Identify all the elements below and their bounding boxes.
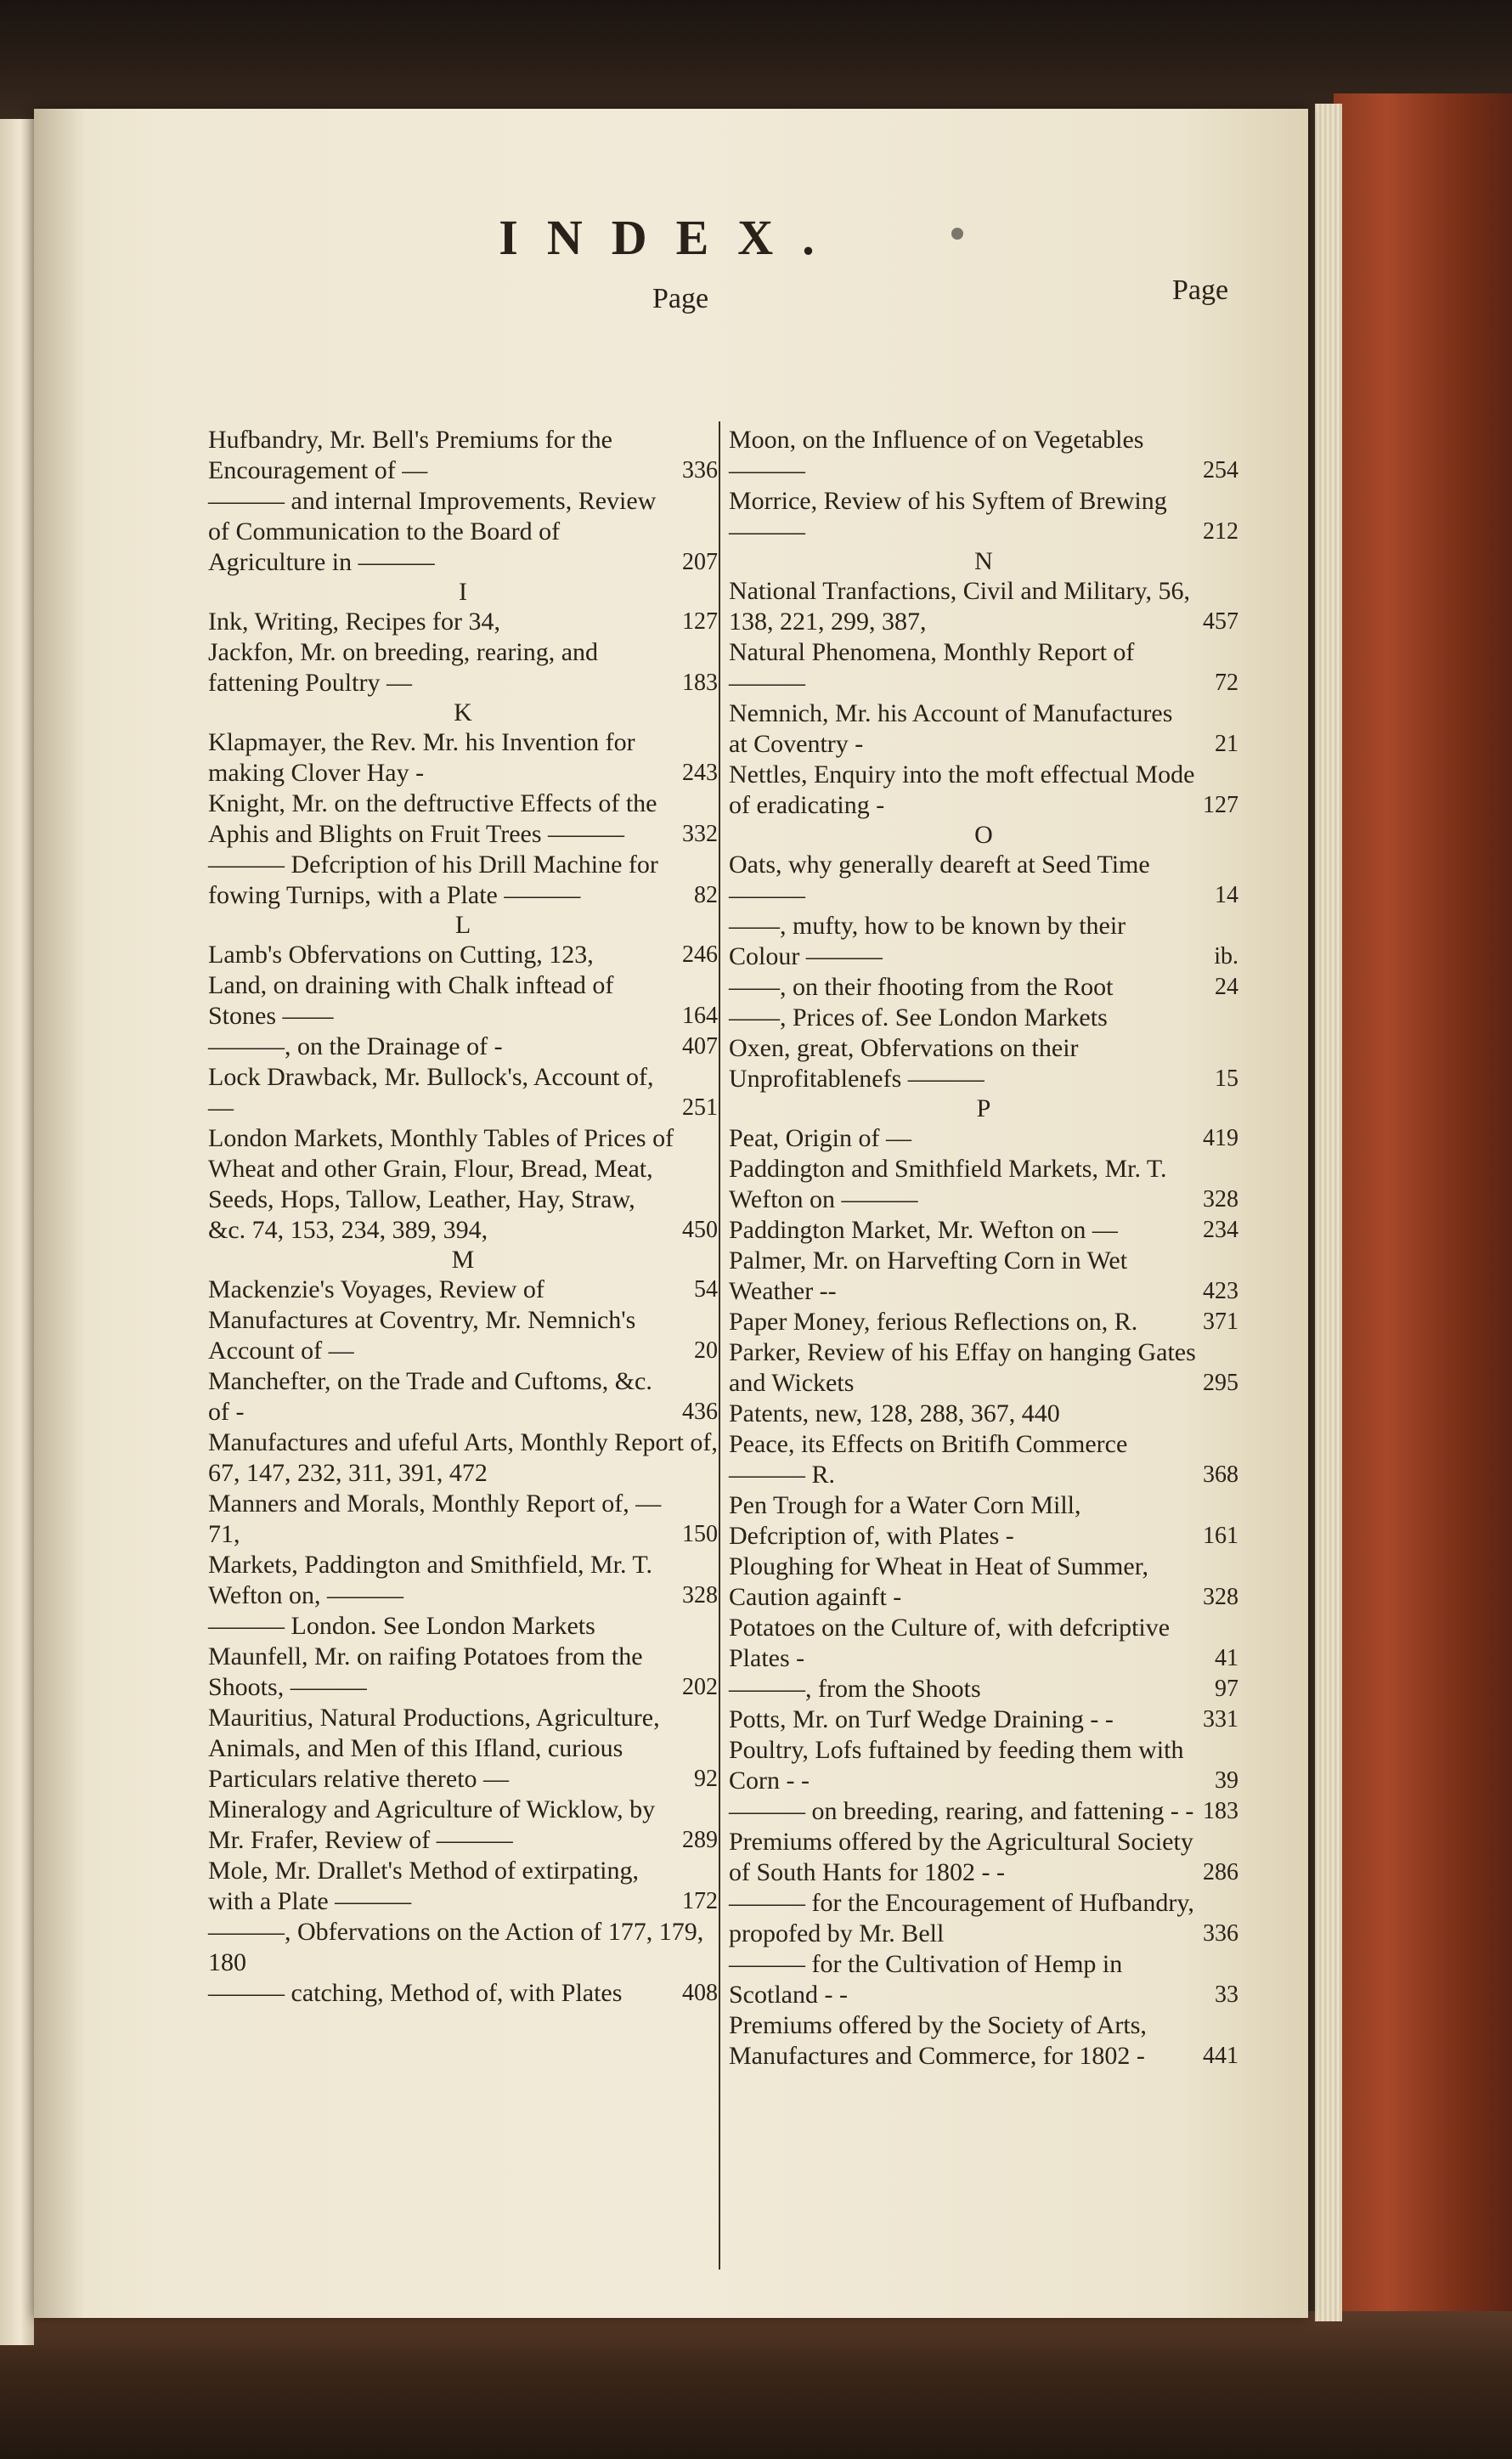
- index-entry: [729, 1215, 1238, 1246]
- page-gutter-shadow: [34, 109, 85, 2318]
- index-entry-text: Markets, Paddington and Smithfield, Mr. T. Wefton on, ———: [208, 1551, 653, 1609]
- index-entry-text: ——— for the Cultivation of Hemp in Scotland - -: [729, 1950, 1123, 2009]
- index-entry-text: Potts, Mr. on Turf Wedge Draining - -: [729, 1705, 1114, 1733]
- index-entry: [729, 1552, 1238, 1613]
- index-entry: [729, 1674, 1238, 1704]
- book-cover-right: [1334, 93, 1512, 2354]
- index-column-left: [208, 425, 718, 2009]
- section-letter: N: [974, 547, 993, 575]
- index-entry-text: Mole, Mr. Drallet's Method of extirpating, with a Plate ———: [208, 1857, 639, 1915]
- index-entry: [729, 637, 1238, 698]
- index-entry-page: 407: [682, 1033, 718, 1060]
- index-entry-text: ———, Obfervations on the Action of 177, 179, 180: [208, 1918, 704, 1976]
- index-entry: [208, 1703, 718, 1795]
- index-entry-page: 164: [682, 1003, 718, 1029]
- index-entry: [729, 911, 1238, 972]
- index-entry-text: ——— on breeding, rearing, and fattening - -: [729, 1797, 1194, 1825]
- index-entry-text: Premiums offered by the Society of Arts, Manufactures and Commerce, for 1802 -: [729, 2011, 1147, 2070]
- index-entry-text: Poultry, Lofs fuftained by feeding them with Corn - -: [729, 1736, 1184, 1795]
- index-entry: [729, 698, 1238, 760]
- index-entry-page: 295: [1203, 1370, 1238, 1396]
- index-entry-text: Ink, Writing, Recipes for 34,: [208, 608, 501, 636]
- index-entry-page: 24: [1215, 974, 1238, 1000]
- index-entry: [729, 1399, 1238, 1429]
- index-entry: [208, 1917, 718, 1978]
- index-entry-text: ——, Prices of. See London Markets: [729, 1003, 1108, 1032]
- index-entry-page: 441: [1203, 2043, 1238, 2069]
- index-entry-text: Knight, Mr. on the deftructive Effects of the Aphis and Blights on Fruit Trees ———: [208, 789, 657, 848]
- index-entry-page: 21: [1215, 731, 1238, 757]
- index-entry-page: 92: [694, 1766, 718, 1792]
- index-entry: [729, 1949, 1238, 2010]
- index-entry: [729, 1490, 1238, 1552]
- index-entry-text: Natural Phenomena, Monthly Report of ———: [729, 638, 1135, 697]
- index-entry-text: Manufactures and ufeful Arts, Monthly Report of, 67, 147, 232, 311, 391, 472: [208, 1428, 718, 1487]
- index-entry: [208, 1366, 718, 1427]
- index-entry: [208, 1642, 718, 1703]
- ink-spot: [951, 228, 963, 240]
- index-entry-page: 202: [682, 1674, 718, 1700]
- index-entry-page: 15: [1215, 1066, 1238, 1092]
- index-entry: [729, 576, 1238, 637]
- index-entry: [208, 1123, 718, 1246]
- section-letter: L: [454, 911, 471, 939]
- index-entry-text: ———, from the Shoots: [729, 1675, 981, 1703]
- index-entry-page: 246: [682, 941, 718, 968]
- index-entry-page: 161: [1203, 1523, 1238, 1549]
- index-entry-text: Patents, new, 128, 288, 367, 440: [729, 1399, 1060, 1427]
- column-divider: [719, 421, 720, 2270]
- index-entry-text: Hufbandry, Mr. Bell's Premiums for the Encouragement of —: [208, 426, 612, 484]
- index-entry-page: 331: [1203, 1706, 1238, 1733]
- index-page: [34, 109, 1308, 2318]
- index-entry-page: 328: [1203, 1186, 1238, 1213]
- index-entry: [729, 2010, 1238, 2072]
- section-letter: I: [459, 578, 467, 606]
- index-entry-page: 286: [1203, 1859, 1238, 1885]
- section-letter: M: [451, 1246, 475, 1274]
- index-entry-page: 207: [682, 549, 718, 575]
- index-entry-text: ——, on their fhooting from the Root: [729, 973, 1114, 1001]
- index-entry-page: 183: [1203, 1798, 1238, 1824]
- index-entry-page: 336: [1203, 1920, 1238, 1947]
- index-entry-text: Paper Money, ferious Reflections on, R.: [729, 1308, 1138, 1336]
- index-entry: [729, 1827, 1238, 1888]
- index-entry: [208, 1275, 718, 1305]
- index-entry: [208, 727, 718, 789]
- index-entry-page: 289: [682, 1827, 718, 1853]
- index-entry-text: Mauritius, Natural Productions, Agriculture, Animals, and Men of this Ifland, curious Particulars relative thereto —: [208, 1704, 660, 1793]
- index-entry: [729, 1613, 1238, 1674]
- index-entry-text: London Markets, Monthly Tables of Prices of Wheat and other Grain, Flour, Bread, Meat, Seeds, Hops, Tallow, Leather, Hay, Straw, &c. 74, 153, 234, 389, 394,: [208, 1124, 674, 1244]
- index-entry: [208, 1978, 718, 2009]
- index-entry-text: ——— catching, Method of, with Plates: [208, 1979, 623, 2007]
- index-entry: [208, 486, 718, 578]
- index-entry-page: 33: [1215, 1981, 1238, 2008]
- index-entry-page: 183: [682, 670, 718, 696]
- index-entry-page: 457: [1203, 608, 1238, 635]
- index-entry: [208, 970, 718, 1032]
- index-entry: [208, 1611, 718, 1642]
- index-entry-page: 243: [682, 760, 718, 786]
- page-stack-edge: [1315, 104, 1342, 2321]
- index-entry-page: 127: [1203, 792, 1238, 818]
- index-entry-page: ib.: [1214, 943, 1238, 969]
- index-entry-page: 212: [1203, 518, 1238, 545]
- index-entry: [208, 1856, 718, 1917]
- index-entry: [729, 972, 1238, 1003]
- index-entry: [208, 940, 718, 970]
- index-entry: [729, 1033, 1238, 1094]
- index-entry-text: Potatoes on the Culture of, with defcriptive Plates -: [729, 1614, 1171, 1672]
- index-entry-page: 72: [1215, 670, 1238, 696]
- index-entry: [729, 1246, 1238, 1307]
- page-label-left: Page: [652, 283, 709, 314]
- index-entry-text: National Tranfactions, Civil and Military, 56, 138, 221, 299, 387,: [729, 577, 1191, 636]
- index-entry: [729, 1704, 1238, 1735]
- index-entry: [729, 1337, 1238, 1399]
- index-entry-text: ——— London. See London Markets: [208, 1612, 595, 1640]
- index-entry-page: 54: [694, 1276, 718, 1303]
- index-entry-page: 254: [1203, 457, 1238, 483]
- index-entry-text: Oxen, great, Obfervations on their Unprofitablenefs ———: [729, 1034, 1079, 1093]
- index-entry: [208, 1062, 718, 1123]
- index-entry: [729, 1735, 1238, 1796]
- index-entry-text: Mineralogy and Agriculture of Wicklow, by Mr. Frafer, Review of ———: [208, 1795, 656, 1854]
- index-entry-text: Klapmayer, the Rev. Mr. his Invention for making Clover Hay -: [208, 728, 635, 787]
- section-letter: K: [454, 698, 472, 726]
- index-entry-text: Lock Drawback, Mr. Bullock's, Account of, —: [208, 1063, 654, 1122]
- index-entry: [729, 1003, 1238, 1033]
- index-entry-text: ——— for the Encouragement of Hufbandry, propofed by Mr. Bell: [729, 1889, 1194, 1947]
- section-letter: P: [976, 1094, 991, 1122]
- index-entry-text: Mackenzie's Voyages, Review of: [208, 1275, 544, 1303]
- index-entry: [208, 425, 718, 486]
- index-entry-page: 14: [1215, 882, 1238, 908]
- index-entry-text: Moon, on the Influence of on Vegetables ———: [729, 426, 1144, 484]
- index-entry-text: Paddington and Smithfield Markets, Mr. T. Wefton on ———: [729, 1155, 1167, 1213]
- index-entry-page: 234: [1203, 1217, 1238, 1243]
- index-entry-text: Morrice, Review of his Syftem of Brewing ———: [729, 487, 1167, 546]
- index-entry: [208, 1489, 718, 1550]
- index-entry-page: 41: [1215, 1645, 1238, 1671]
- index-entry-text: ——, mufty, how to be known by their Colour ———: [729, 912, 1126, 970]
- index-entry-page: 368: [1203, 1461, 1238, 1488]
- index-entry-text: Land, on draining with Chalk inftead of Stones ——: [208, 971, 614, 1030]
- index-entry: [729, 425, 1238, 486]
- index-entry: [729, 1154, 1238, 1215]
- section-letter: O: [974, 821, 993, 849]
- index-entry: [729, 486, 1238, 547]
- index-entry-page: 172: [682, 1888, 718, 1914]
- index-entry: [729, 1307, 1238, 1337]
- index-entry-text: Peace, its Effects on Britifh Commerce ——— R.: [729, 1430, 1128, 1489]
- index-entry: [208, 789, 718, 850]
- index-entry-page: 39: [1215, 1767, 1238, 1794]
- index-entry: [208, 1795, 718, 1856]
- index-entry: [208, 1427, 718, 1489]
- index-entry: [729, 760, 1238, 821]
- index-entry-text: Jackfon, Mr. on breeding, rearing, and fattening Poultry —: [208, 638, 599, 697]
- index-entry: [729, 850, 1238, 911]
- book-cover-bottom: [0, 2311, 1512, 2459]
- index-column-right: [729, 425, 1238, 2072]
- index-entry-text: Ploughing for Wheat in Heat of Summer, Caution againft -: [729, 1552, 1148, 1611]
- index-entry-page: 408: [682, 1980, 718, 2006]
- index-entry-text: Peat, Origin of —: [729, 1124, 911, 1152]
- index-entry-text: Nemnich, Mr. his Account of Manufactures at Coventry -: [729, 699, 1173, 758]
- index-entry-page: 97: [1215, 1676, 1238, 1702]
- index-entry-text: Oats, why generally deareft at Seed Time ———: [729, 851, 1150, 909]
- page-title: INDEX.: [499, 210, 843, 265]
- index-entry-page: 332: [682, 821, 718, 847]
- index-entry-text: Palmer, Mr. on Harvefting Corn in Wet Weather --: [729, 1246, 1128, 1305]
- index-entry-page: 423: [1203, 1278, 1238, 1304]
- index-entry: [208, 607, 718, 637]
- index-entry-text: Paddington Market, Mr. Wefton on —: [729, 1216, 1118, 1244]
- index-entry-text: Nettles, Enquiry into the moft effectual Mode of eradicating -: [729, 760, 1195, 819]
- index-entry-text: Manners and Morals, Monthly Report of, — 71,: [208, 1490, 662, 1548]
- index-entry-text: Manufactures at Coventry, Mr. Nemnich's Account of —: [208, 1306, 636, 1365]
- index-entry: [208, 1305, 718, 1366]
- index-entry: [729, 1796, 1238, 1827]
- index-entry-page: 82: [694, 882, 718, 908]
- index-entry-page: 419: [1203, 1125, 1238, 1151]
- index-entry: [729, 1123, 1238, 1154]
- index-entry: [208, 850, 718, 911]
- page-label-right: Page: [1172, 274, 1229, 306]
- index-entry-page: 20: [694, 1337, 718, 1364]
- index-entry-page: 328: [682, 1582, 718, 1608]
- index-entry: [208, 1550, 718, 1611]
- index-entry: [729, 1429, 1238, 1490]
- index-entry-text: Premiums offered by the Agricultural Society of South Hants for 1802 - -: [729, 1828, 1193, 1886]
- index-entry-page: 371: [1203, 1309, 1238, 1335]
- index-entry-page: 150: [682, 1521, 718, 1547]
- index-entry-text: Manchefter, on the Trade and Cuftoms, &c. of -: [208, 1367, 652, 1426]
- facing-page-edge: [0, 119, 34, 2345]
- index-entry-text: Parker, Review of his Effay on hanging Gates and Wickets: [729, 1338, 1196, 1397]
- index-entry: [208, 1032, 718, 1062]
- index-entry: [208, 637, 718, 698]
- index-entry: [729, 1888, 1238, 1949]
- index-entry-page: 450: [682, 1217, 718, 1243]
- index-entry-text: Maunfell, Mr. on raifing Potatoes from the Shoots, ———: [208, 1642, 643, 1701]
- index-entry-text: ——— and internal Improvements, Review of Communication to the Board of Agriculture in ———: [208, 487, 657, 576]
- index-entry-text: ———, on the Drainage of -: [208, 1032, 503, 1060]
- index-entry-text: Pen Trough for a Water Corn Mill, Defcription of, with Plates -: [729, 1491, 1081, 1550]
- index-entry-text: Lamb's Obfervations on Cutting, 123,: [208, 941, 594, 969]
- index-entry-page: 436: [682, 1399, 718, 1425]
- index-entry-page: 328: [1203, 1584, 1238, 1610]
- index-entry-page: 336: [682, 457, 718, 483]
- index-entry-page: 251: [682, 1094, 718, 1121]
- index-entry-page: 127: [682, 608, 718, 635]
- index-entry-text: ——— Defcription of his Drill Machine for fowing Turnips, with a Plate ———: [208, 851, 658, 909]
